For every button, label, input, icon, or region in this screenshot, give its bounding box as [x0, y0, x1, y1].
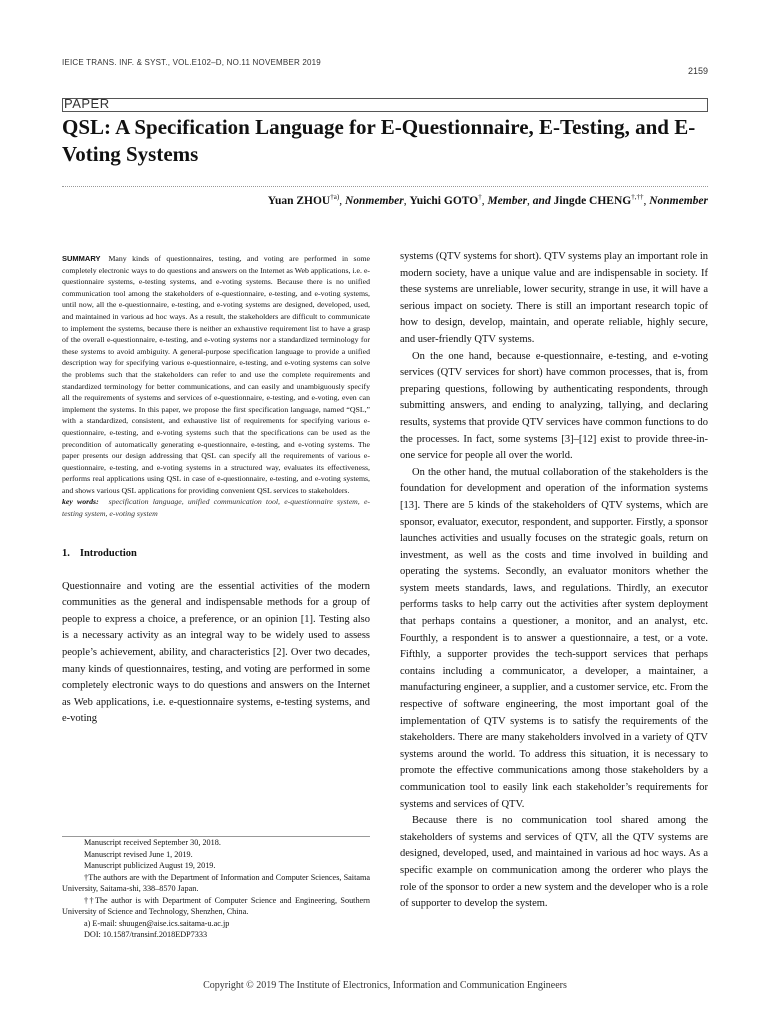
section-number: 1. [62, 547, 70, 559]
footnote-affiliation: †The authors are with the Department of Information and Computer Sciences, Saitama University, Saitama-shi, 338–8570 Japan. [62, 872, 370, 893]
paper-category-label: PAPER [64, 96, 110, 111]
footnotes [62, 836, 370, 941]
left-column [62, 253, 370, 728]
page-number: 2159 [687, 66, 708, 76]
keywords-label: key words: [62, 497, 99, 507]
footnote-revised: Manuscript revised June 1, 2019. [84, 849, 193, 859]
intro-paragraph: Questionnaire and voting are the essential activities of the modern communities as the general and indispensable methods for a group of people to express a choice, a preference, or an opinion [1]. Testing also is a necessary activity as an integral way to be widely used to assess people’s achievement, ability, and characteristics [2]. Over two decades, many kinds of questionnaires, testing, and voting are performed in some completely electronic ways to do questions and answers on the Internet as Web applications, i.e. e-questionnaire systems, e-testing systems, and e-voting [62, 580, 370, 725]
footnote-doi: DOI: 10.1587/transinf.2018EDP7333 [84, 930, 208, 939]
abstract-label: SUMMARY [62, 254, 101, 263]
author-membership: Member [487, 194, 528, 207]
footnote-received: Manuscript received September 30, 2018. [84, 838, 221, 847]
footnote-affiliation: ††The author is with Department of Computer Science and Engineering, Southern University of Science and Technology, Shenzhen, China. [62, 895, 370, 916]
author-name: Yuichi GOTO [409, 194, 479, 207]
section-heading [62, 548, 370, 559]
paper-title: QSL: A Specification Language for E-Questionnaire, E-Testing, and E-Voting Systems [62, 115, 696, 166]
footnote-email: a) E-mail: shuugen@aise.ics.saitama-u.ac.jp [84, 918, 230, 928]
author-membership: Nonmember [649, 194, 708, 207]
author-line: Yuan ZHOU$^{\dagger a)}$, Nonmember, Yuichi GOTO†, Member, and Jingde CHENG†,††, Nonmember [267, 193, 708, 207]
keywords-text: specification language, unified communication tool, e-questionnaire system, e-testing system, e-voting system [62, 497, 370, 519]
copyright-footer: Copyright © 2019 The Institute of Electronics, Information and Communication Engineers [203, 980, 567, 991]
author-affiliation-mark: †a) [330, 193, 340, 201]
title-divider [62, 186, 708, 187]
body-paragraph: On the other hand, the mutual collaboration of the stakeholders is the foundation for development and operation of the information systems [13]. There are 5 kinds of the stakeholders of QTV systems, which are sponsor, evaluator, executor, respondent, and supporter. Firstly, a sponsor launches activities and usually focuses on the strategic goals, return on investment, as well as the costs and time involved in building and operating the systems. Secondly, an evaluator monitors whether the system meets standards, laws, and regulations. Thirdly, an executor performs tasks to help carry out the activities after system deployment that perhaps contains a questioner, a monitor, and an analyst, etc. Fourthly, a respondent is to answer a questionnaire, a test, or a vote. Fifthly, a supporter provides the tech-support services that perhaps contains including a communicator, a developer, a maintainer, a manufacturing engineer, a supplier, and a customer service, etc. From the respective of software engineering, the most important goal of the implementation of QTV systems is to satisfy the requirements of the stakeholders. There are many stakeholders involved in a variety of QTV systems around the world. To address this situation, it is necessary to promote the effective communications among those stakeholders by a communication tool to easily link each stakeholder’s requirements for systems and services of QTV. [400, 466, 708, 810]
author-name: Jingde CHENG [553, 194, 632, 207]
body-paragraph: systems (QTV systems for short). QTV systems play an important role in modern society, have a unique value and are indispensable in society. If these systems are unreliable, lower security, strange in use, it will have a serious impact on society. There is still an important research topic of how to design, develop, maintain, and operate reliable, highly secure, and user-friendly QTV systems. [400, 251, 708, 345]
running-head: IEICE TRANS. INF. & SYST., VOL.E102–D, NO.11 NOVEMBER 2019 [62, 58, 321, 67]
keywords [62, 496, 370, 519]
author-membership: Nonmember [344, 194, 404, 207]
body-paragraph: Because there is no communication tool shared among the stakeholders of systems and services of QTV, all the QTV systems are designed, developed, used, and maintained in various ad hoc ways. As a specific example on communication among the orderer who plays the role of the sponsor to order a new system and the developer who is a role of supporter to develop the system. [400, 815, 708, 910]
paper-label-box [62, 98, 708, 112]
abstract-text: Many kinds of questionnaires, testing, and voting are performed in some completely electronic ways to do questions and answers on the Internet as Web applications, i.e. e-questionnaire systems, e-testing systems, and e-voting systems. Because there is no unified communication tool among the stakeholders of e-questionnaire, e-testing, and e-voting systems, until now, all the e-questionnaire, e-testing, and e-voting systems are designed, developed, used, and maintained in various ad hoc ways. As a result, the stakeholders are difficult to communicate to implement the systems, because there is neither an exhaustive requirement list to have a grasp of the overall e-questionnaire, e-testing, and e-voting systems nor a standardized terminology for these systems to avoid ambiguity. A general-purpose specification language to provide a unified description way for specifying various e-questionnaire, e-testing, and e-voting systems can solve the problems such that the stakeholders can refer to and use the complete requirements and standardized terminology for better communications, and can easily and unambiguously specify all the requirements of systems and services of e-questionnaire, e-testing, and e-voting, even can implement the systems. In this paper, we propose the first specification language, named “QSL,” with a standardized, consistent, and exhaustive list of requirements for specifying various e-questionnaire, e-testing, and e-voting systems such that the specifications can be used as the precondition of automatically generating e-questionnaire, e-testing, and e-voting systems. The paper presents our design addressing that QSL can specify all the requirements of various e-questionnaire, e-testing, and e-voting systems in a structured way, evaluates its effectiveness, performs real applications using QSL in case of e-questionnaire, e-testing, and e-voting systems, and shows various QSL applications for providing convenient QSL services to stakeholders. [62, 254, 370, 495]
right-column [400, 249, 708, 913]
author-affiliation-mark: †,†† [631, 193, 644, 201]
section-title: Introduction [79, 547, 137, 559]
author-affiliation-mark: † [478, 193, 482, 201]
author-conjunction: and [532, 194, 551, 207]
abstract [62, 253, 370, 496]
author-name: Yuan ZHOU [267, 194, 331, 207]
body-paragraph: On the one hand, because e-questionnaire, e-testing, and e-voting services (QTV services for short) have common processes, that is, from preparing questions, following by authenticating respondents, through submitting answers, and ending to analyzing, tallying, and declaring results, systems that provide QTV services have common functions to do the processes. In fact, some systems [3]–[12] exist to provide three-in-one service for people all over the world. [400, 350, 708, 462]
footnote-publicized: Manuscript publicized August 19, 2019. [84, 861, 216, 870]
